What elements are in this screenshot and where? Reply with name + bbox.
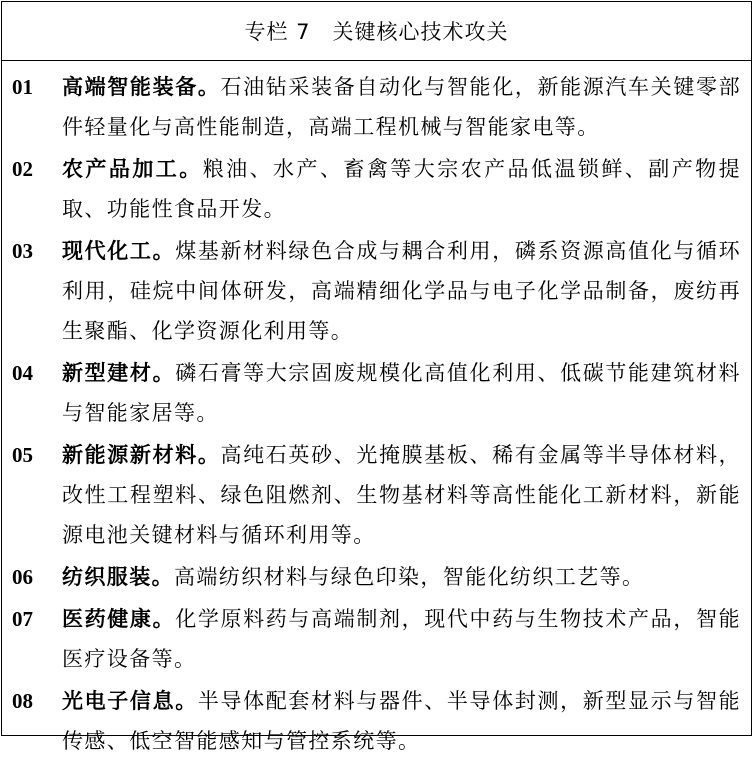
list-item (12, 231, 741, 351)
item-text: 高端纺织材料与绿色印染，智能化纺织工艺等。 (174, 565, 645, 589)
item-text: 高纯石英砂、光掩膜基板、稀有金属等半导体材料，改性工程塑料、绿色阻燃剂、生物基材料等高性能化工新材料，新能源电池关键材料与循环利用等。 (62, 443, 741, 547)
box-title: 关键核心技术攻关 (332, 20, 509, 44)
item-title: 新型建材。 (62, 361, 176, 385)
list-item (12, 557, 741, 597)
item-number: 06 (12, 565, 33, 589)
list-item (12, 435, 741, 555)
item-text: 磷石膏等大宗固废规模化高值化利用、低碳节能建筑材料与智能家居等。 (62, 361, 742, 425)
item-list (2, 61, 751, 761)
item-title: 光电子信息。 (62, 689, 198, 713)
list-item (12, 599, 741, 679)
item-text: 半导体配套材料与器件、半导体封测，新型显示与智能传感、低空智能感知与管控系统等。 (62, 689, 741, 753)
item-number: 03 (12, 239, 33, 263)
item-title: 高端智能装备。 (62, 75, 221, 99)
item-title: 纺织服装。 (62, 565, 174, 589)
list-item (12, 67, 741, 147)
list-item (12, 681, 741, 761)
item-text: 化学原料药与高端制剂，现代中药与生物技术产品，智能医疗设备等。 (62, 607, 742, 671)
item-number: 08 (12, 689, 33, 713)
item-title: 现代化工。 (62, 239, 176, 263)
item-number: 02 (12, 157, 33, 181)
item-text: 粮油、水产、畜禽等大宗农产品低温锁鲜、副产物提取、功能性食品开发。 (62, 157, 741, 221)
list-item (12, 353, 741, 433)
list-item (12, 149, 741, 229)
item-text: 煤基新材料绿色合成与耦合利用，磷系资源高值化与循环利用，硅烷中间体研发，高端精细化学品与电子化学品制备，废纺再生聚酯、化学资源化利用等。 (62, 239, 742, 343)
item-number: 01 (12, 75, 33, 99)
item-number: 07 (12, 607, 33, 631)
item-title: 农产品加工。 (62, 157, 203, 181)
item-text: 石油钻采装备自动化与智能化，新能源汽车关键零部件轻量化与高性能制造，高端工程机械与智能家电等。 (62, 75, 741, 139)
box-header (2, 2, 751, 61)
item-title: 医药健康。 (62, 607, 176, 631)
column-box (1, 1, 752, 753)
item-number: 04 (12, 361, 33, 385)
item-number: 05 (12, 443, 33, 467)
item-title: 新能源新材料。 (62, 443, 221, 467)
box-title-prefix: 专栏 7 (244, 20, 311, 44)
